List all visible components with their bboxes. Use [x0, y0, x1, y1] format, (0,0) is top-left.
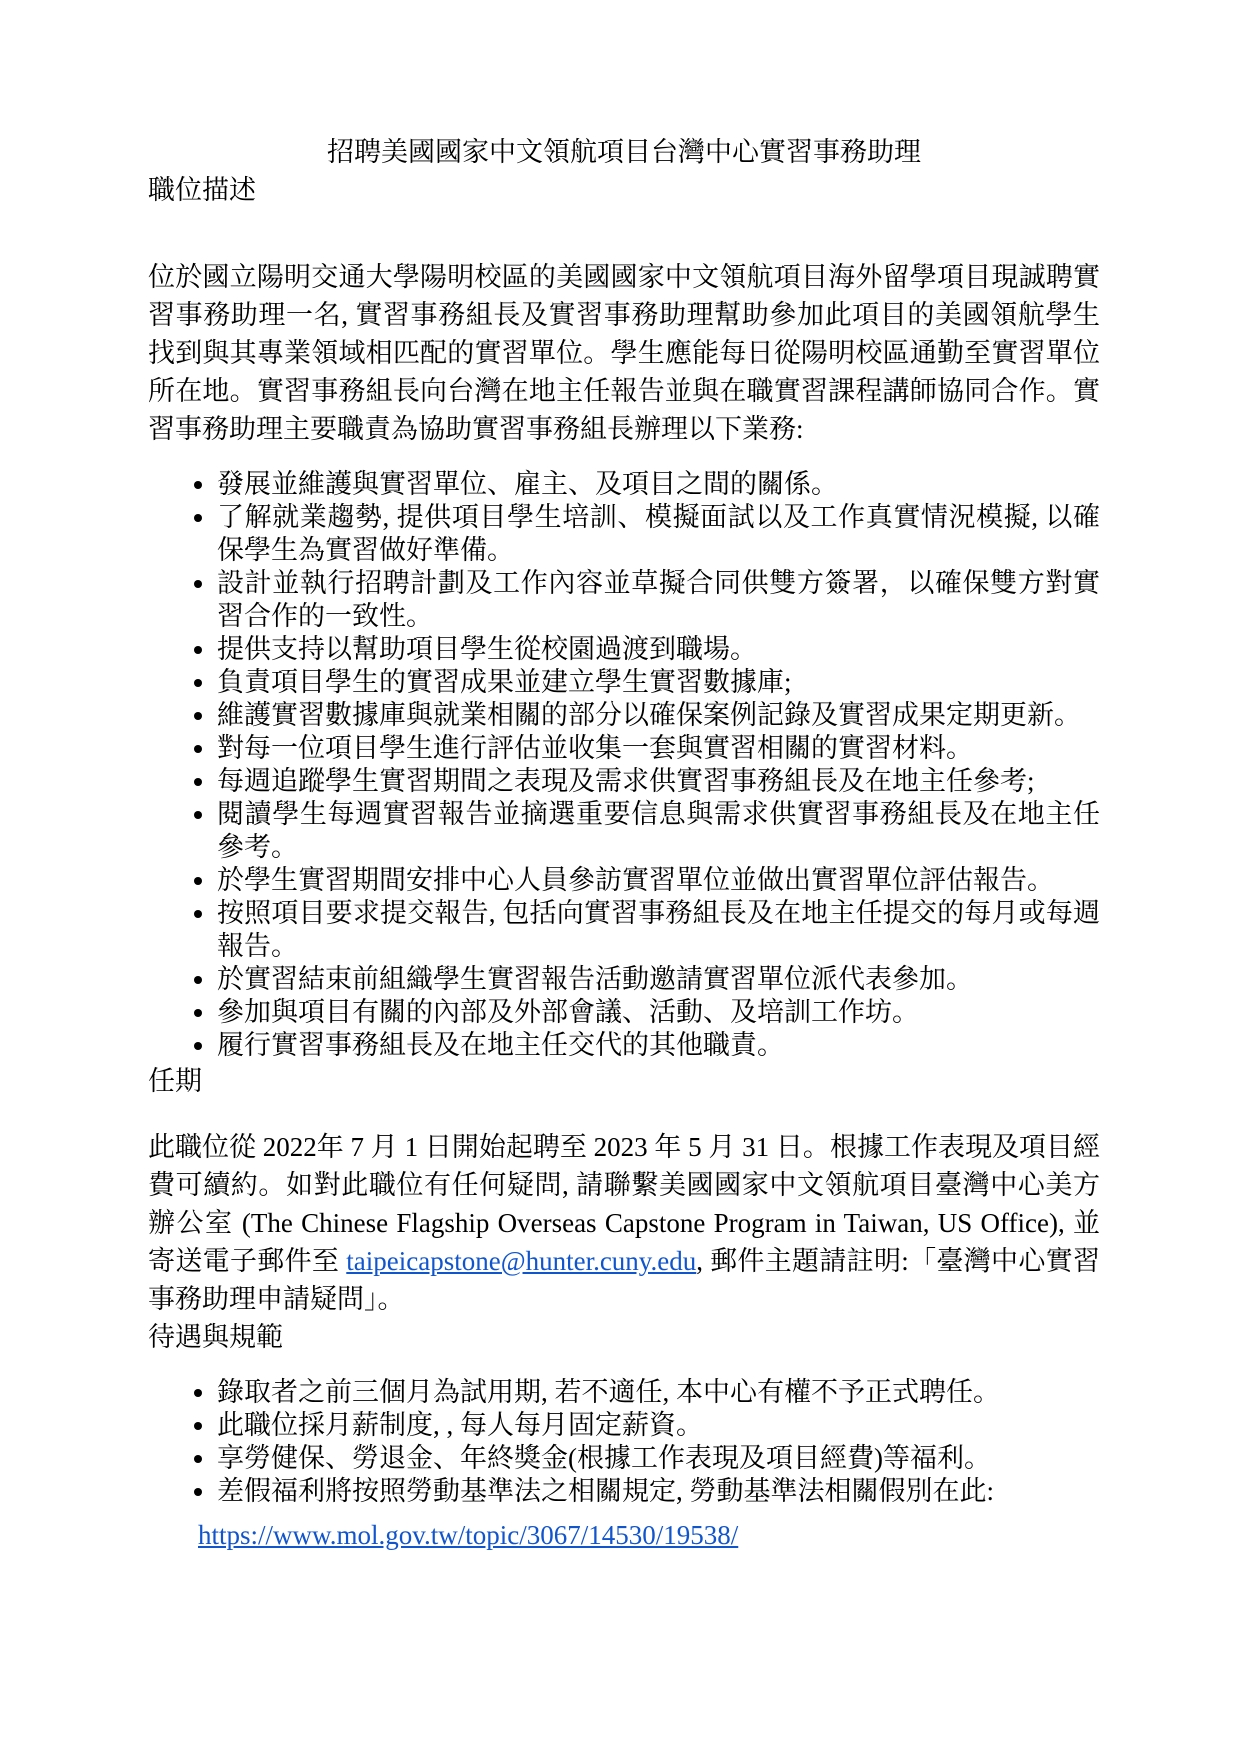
benefit-item: • 錄取者之前三個月為試用期, 若不適任, 本中心有權不予正式聘任。 — [217, 1376, 1100, 1409]
duty-item: • 設計並執行招聘計劃及工作內容並草擬合同供雙方簽署，以確保雙方對實習合作的一致性。 — [217, 567, 1100, 633]
duty-item: • 了解就業趨勢, 提供項目學生培訓、模擬面試以及工作真實情況模擬, 以確保學生為實習做好準備。 — [217, 501, 1100, 567]
duty-item: • 對每一位項目學生進行評估並收集一套與實習相關的實習材料。 — [217, 732, 1100, 765]
term-paragraph — [148, 1128, 1100, 1318]
benefit-item: • 差假福利將按照勞動基準法之相關規定, 勞動基準法相關假別在此: — [217, 1475, 1100, 1508]
section-heading-benefits: 待遇與規範 — [148, 1322, 283, 1352]
term-text-before-email: 此職位從 2022年 7 月 1 日開始起聘至 2023 年 5 月 31 日。根據工作表現及項目經費可續約。如對此職位有任何疑問, 請聯繫美國國家中文領航項目臺灣中心美方辦公室 (The Chinese Flagship Overseas Capstone Program in Taiwan, US Office), 並寄送電子郵件至 — [148, 1132, 1100, 1276]
job-description-paragraph: 位於國立陽明交通大學陽明校區的美國國家中文領航項目海外留學項目現誠聘實習事務助理一名, 實習事務組長及實習事務助理幫助參加此項目的美國領航學生找到與其專業領域相匹配的實習單位。學生應能每日從陽明校區通勤至實習單位所在地。實習事務組長向台灣在地主任報告並與在職實習課程講師協同合作。實習事務助理主要職責為協助實習事務組長辦理以下業務: — [148, 262, 1100, 444]
duty-item: • 維護實習數據庫與就業相關的部分以確保案例記錄及實習成果定期更新。 — [217, 699, 1100, 732]
benefits-list — [148, 1376, 1100, 1508]
duty-item: • 負責項目學生的實習成果並建立學生實習數據庫; — [217, 666, 1100, 699]
section-heading-term: 任期 — [148, 1066, 202, 1096]
document-title: 招聘美國國家中文領航項目台灣中心實習事務助理 — [327, 137, 921, 167]
duty-item: • 每週追蹤學生實習期間之表現及需求供實習事務組長及在地主任參考; — [217, 765, 1100, 798]
section-heading-job-description: 職位描述 — [148, 175, 256, 205]
duties-list — [148, 468, 1100, 1062]
duty-item: • 提供支持以幫助項目學生從校園過渡到職場。 — [217, 633, 1100, 666]
labor-law-link[interactable]: https://www.mol.gov.tw/topic/3067/14530/19538/ — [198, 1520, 739, 1550]
duty-item: • 參加與項目有關的內部及外部會議、活動、及培訓工作坊。 — [217, 996, 1100, 1029]
duty-item: • 閱讀學生每週實習報告並摘選重要信息與需求供實習事務組長及在地主任參考。 — [217, 798, 1100, 864]
benefit-item: • 享勞健保、勞退金、年終獎金(根據工作表現及項目經費)等福利。 — [217, 1442, 1100, 1475]
duty-item: • 於學生實習期間安排中心人員參訪實習單位並做出實習單位評估報告。 — [217, 864, 1100, 897]
email-link[interactable]: taipeicapstone@hunter.cuny.edu — [346, 1246, 697, 1276]
term-text-after-email: , 郵件主題請註明:「臺灣中心實習事務助理申請疑問」。 — [148, 1246, 1101, 1314]
labor-law-link-line — [198, 1516, 1100, 1554]
duty-item: • 發展並維護與實習單位、雇主、及項目之間的關係。 — [217, 468, 1100, 501]
duty-item: • 履行實習事務組長及在地主任交代的其他職責。 — [217, 1029, 1100, 1062]
duty-item: • 於實習結束前組織學生實習報告活動邀請實習單位派代表參加。 — [217, 963, 1100, 996]
benefit-item: • 此職位採月薪制度, , 每人每月固定薪資。 — [217, 1409, 1100, 1442]
duty-item: • 按照項目要求提交報告, 包括向實習事務組長及在地主任提交的每月或每週報告。 — [217, 897, 1100, 963]
